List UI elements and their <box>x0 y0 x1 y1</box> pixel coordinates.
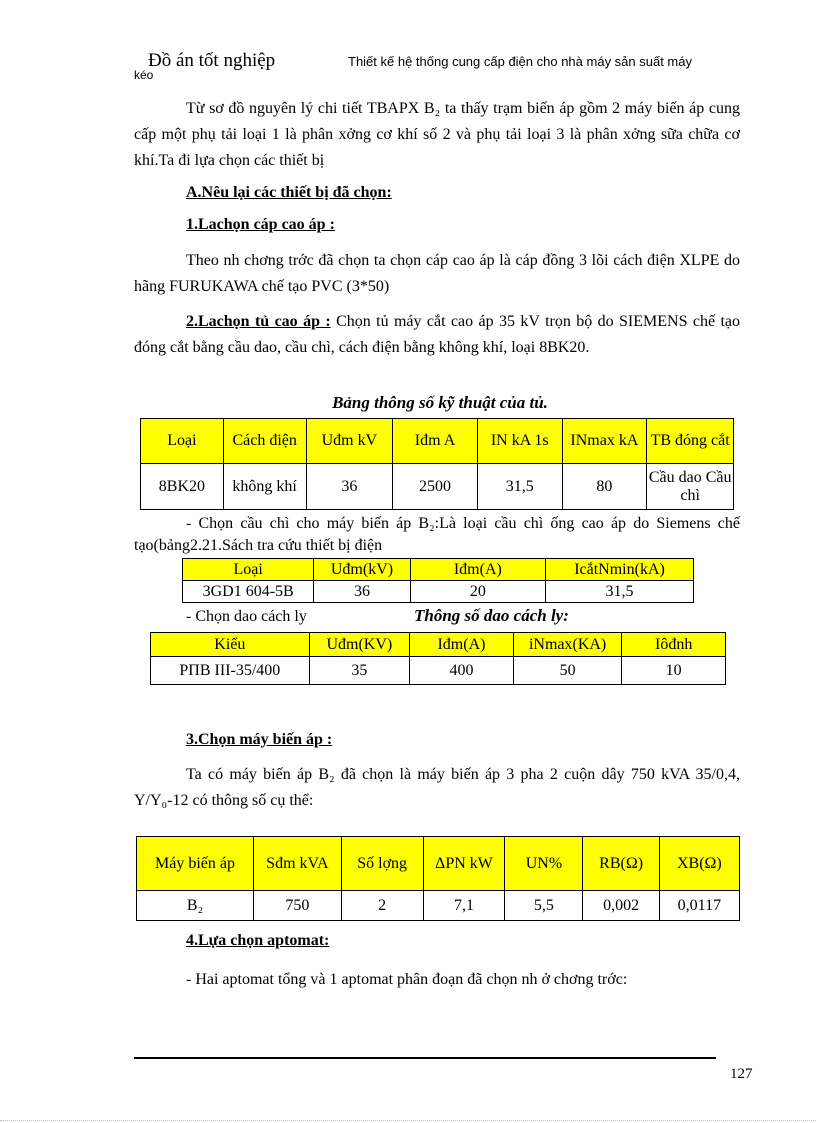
paragraph-2-text: Chọn tủ máy cắt cao áp 35 kV trọn bộ do SIEMENS chế tạo đóng cắt bằng cầu dao, cầu chì, cách điện bằng không khí, loại 8BK20. <box>134 313 741 356</box>
transformer-table <box>136 836 740 921</box>
heading-4: 4.Lựa chọn aptomat: <box>186 932 330 949</box>
table2-header-type: Loại <box>183 559 314 581</box>
table1-header-insulation: Cách điện <box>223 419 306 464</box>
table3-cell: 35 <box>309 657 409 685</box>
table3-header-idm: Iđm(A) <box>410 633 514 657</box>
intro-paragraph: Từ sơ đồ nguyên lý chi tiết TBAPX B₂ ta thấy trạm biến áp gồm 2 máy biến áp cung cấp một phụ tải loại 1 là phân xởng cơ khí số 2 và phụ tải loại 3 là phân xởng sữa chữa cơ khí.Ta đi lựa chọn các thiết bị <box>134 100 740 169</box>
table1-cell: không khí <box>223 464 306 510</box>
table1-caption: Bảng thông số kỹ thuật của tủ. <box>332 393 548 412</box>
table1-cell: 80 <box>562 464 647 510</box>
table3-header-inmax: iNmax(KA) <box>513 633 621 657</box>
table4-header-transformer: Máy biến áp <box>137 837 254 891</box>
header-subtitle-continued: kéo <box>134 68 154 82</box>
table4-header-quantity: Số lợng <box>341 837 423 891</box>
table4-cell: 0,0117 <box>659 891 739 921</box>
table3-cell: 50 <box>513 657 621 685</box>
table1-header-type: Loại <box>141 419 224 464</box>
page-number: 127 <box>730 1066 753 1082</box>
paragraph-1: Theo nh chơng trớc đã chọn ta chọn cáp cao áp là cáp đồng 3 lõi cách điện XLPE do hãng FURUKAWA chế tạo PVC (3*50) <box>134 252 740 295</box>
fuse-table <box>182 558 694 603</box>
table1-header-in: IN kA 1s <box>477 419 562 464</box>
table4-header-delta-pn: ΔPN kW <box>423 837 505 891</box>
table1-header-switch: TB đóng cắt <box>647 419 734 464</box>
table1-header-udm: Uđm kV <box>306 419 393 464</box>
table4-header-sdm: Sđm kVA <box>254 837 342 891</box>
table2-cell: 20 <box>410 581 545 603</box>
table3-caption: Thông số dao cách ly: <box>414 606 569 625</box>
heading-a: A.Nêu lại các thiết bị đã chọn: <box>186 184 392 201</box>
table4-cell: 750 <box>254 891 342 921</box>
table2-cell: 3GD1 604-5B <box>183 581 314 603</box>
table4-cell: 2 <box>341 891 423 921</box>
table1-cell: Cầu dao Cầu chì <box>647 464 734 510</box>
table3-header-udm: Uđm(KV) <box>309 633 409 657</box>
table1-cell: 36 <box>306 464 393 510</box>
table1-cell: 2500 <box>393 464 478 510</box>
header-subtitle: Thiết kế hệ thống cung cấp điện cho nhà máy sản suất máy <box>348 54 692 69</box>
table4-cell: 5,5 <box>505 891 583 921</box>
table2-header-udm: Uđm(kV) <box>314 559 410 581</box>
cabinet-spec-table <box>140 418 734 510</box>
table2-header-icut: IcắtNmin(kA) <box>546 559 694 581</box>
table2-header-idm: Iđm(A) <box>410 559 545 581</box>
paragraph-3: Ta có máy biến áp B₂ đã chọn là máy biến áp 3 pha 2 cuộn dây 750 kVA 35/0,4, Y/Y₀-12 có thông số cụ thể: <box>134 766 740 809</box>
page-bottom-border <box>0 1120 816 1121</box>
fuse-paragraph: - Chọn cầu chì cho máy biến áp B₂:Là loại cầu chì ống cao áp do Siemens chế tạo(bảng2.21.Sách tra cứu thiết bị điện <box>134 515 740 554</box>
table3-cell: PΠB III-35/400 <box>151 657 310 685</box>
heading-1: 1.Lachọn cáp cao áp : <box>186 216 335 233</box>
table1-header-inmax: INmax kA <box>562 419 647 464</box>
table2-cell: 31,5 <box>546 581 694 603</box>
heading-2: 2.Lachọn tủ cao áp : <box>186 313 331 330</box>
paragraph-4: - Hai aptomat tổng và 1 aptomat phân đoạn đã chọn nh ở chơng trớc: <box>186 971 628 988</box>
table1-cell: 31,5 <box>477 464 562 510</box>
table3-cell: 10 <box>622 657 726 685</box>
table4-header-un: UN% <box>505 837 583 891</box>
table2-cell: 36 <box>314 581 410 603</box>
table3-cell: 400 <box>410 657 514 685</box>
table4-header-rb: RB(Ω) <box>583 837 659 891</box>
header-title: Đồ án tốt nghiệp <box>148 50 276 71</box>
paragraph-2 <box>134 309 740 361</box>
footer-rule <box>134 1057 716 1059</box>
disconnector-table <box>150 632 726 685</box>
table1-cell: 8BK20 <box>141 464 224 510</box>
table1-header-idm: Iđm A <box>393 419 478 464</box>
heading-3: 3.Chọn máy biến áp : <box>186 731 333 748</box>
table3-header-iodnh: Iôđnh <box>622 633 726 657</box>
disconnector-label: - Chọn dao cách ly <box>186 608 307 625</box>
table4-header-xb: XB(Ω) <box>659 837 739 891</box>
table3-header-model: Kiểu <box>151 633 310 657</box>
table4-cell: B₂ <box>137 891 254 921</box>
table4-cell: 7,1 <box>423 891 505 921</box>
table4-cell: 0,002 <box>583 891 659 921</box>
